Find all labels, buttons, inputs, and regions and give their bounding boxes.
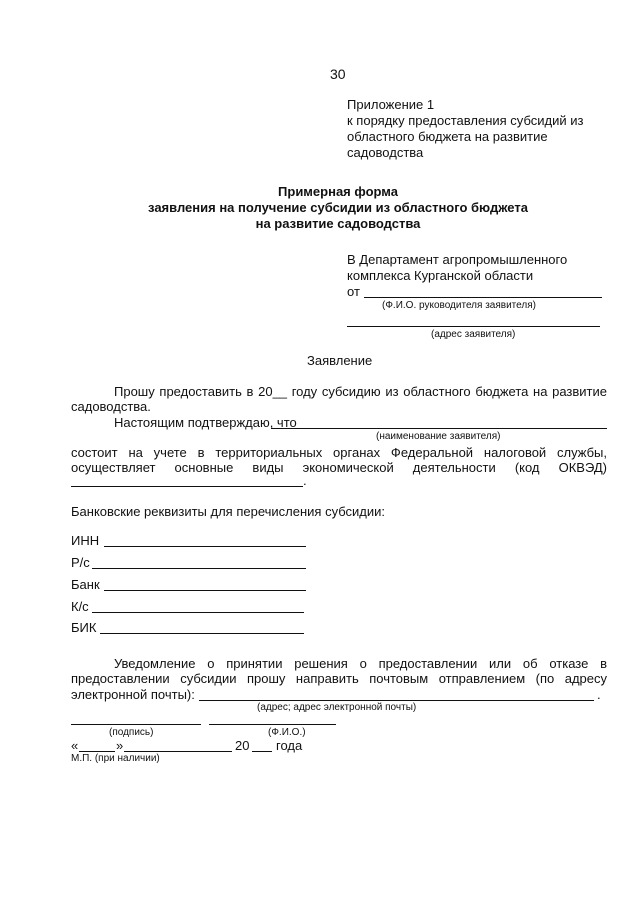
appendix-line-2: к порядку предоставления субсидий из <box>347 113 584 128</box>
bank-heading: Банковские реквизиты для перечисления субсидии: <box>71 504 385 519</box>
title-line-2: заявления на получение субсидии из областного бюджета <box>148 200 528 215</box>
stamp-note: М.П. (при наличии) <box>71 753 160 764</box>
notice-address-line <box>199 700 594 701</box>
appendix-line-1: Приложение 1 <box>347 97 435 112</box>
statement-heading: Заявление <box>307 353 373 368</box>
date-month-line <box>124 751 232 752</box>
notice-end: . <box>597 687 601 702</box>
appendix-line-3: областного бюджета на развитие <box>347 129 548 144</box>
bank-field-account-label: Р/с <box>71 555 90 570</box>
notice-line-2: предоставлении субсидии прошу направить почтовым отправлением (по адресу <box>71 671 607 686</box>
date-day-line <box>79 751 115 752</box>
appendix-line-4: садоводства <box>347 145 424 160</box>
addressee-from: от <box>347 284 360 299</box>
signature-caption: (подпись) <box>109 727 154 738</box>
signer-fio-caption: (Ф.И.О.) <box>268 727 306 738</box>
bank-field-line <box>104 590 306 591</box>
body-p2-line-2: состоит на учете в территориальных органах Федеральной налоговой службы, <box>71 445 607 460</box>
applicant-caption: (наименование заявителя) <box>376 431 501 442</box>
title-line-3: на развитие садоводства <box>255 216 421 231</box>
notice-line-3: электронной почты): <box>71 687 195 702</box>
fio-field-line <box>364 297 602 298</box>
date-year-suffix: года <box>276 738 303 753</box>
bank-field-bik-label: БИК <box>71 620 97 635</box>
account-field-line <box>92 568 306 569</box>
body-p2-lead: Настоящим подтверждаю, что <box>114 415 297 430</box>
date-close-quote: » <box>116 738 124 753</box>
date-open-quote: « <box>71 738 79 753</box>
page-number: 30 <box>330 66 346 82</box>
applicant-name-line <box>271 428 607 429</box>
bank-field-inn-label: ИНН <box>71 533 100 548</box>
inn-field-line <box>104 546 306 547</box>
address-field-line <box>347 326 600 327</box>
addressee-line-1: В Департамент агропромышленного <box>347 252 568 267</box>
signer-fio-line <box>209 724 336 725</box>
corr-field-line <box>92 612 304 613</box>
address-caption: (адрес заявителя) <box>431 329 516 340</box>
fio-caption: (Ф.И.О. руководителя заявителя) <box>382 300 536 311</box>
notice-line-1: Уведомление о принятии решения о предоставлении или об отказе в <box>114 656 607 671</box>
okved-end: . <box>303 473 307 488</box>
title-line-1: Примерная форма <box>278 184 398 199</box>
date-year-line <box>252 751 272 752</box>
bank-field-corr-label: К/с <box>71 599 89 614</box>
bank-field-bank-label: Банк <box>71 577 100 592</box>
body-p1-line-2: садоводства. <box>71 399 151 414</box>
body-p2-line-3: осуществляет основные виды экономической деятельности (код ОКВЭД) <box>71 460 607 475</box>
notice-caption: (адрес; адрес электронной почты) <box>257 702 417 713</box>
okved-field-line <box>71 486 303 487</box>
signature-line <box>71 724 201 725</box>
bik-field-line <box>100 633 304 634</box>
date-year-prefix: 20 <box>235 738 250 753</box>
addressee-line-2: комплекса Курганской области <box>347 268 534 283</box>
body-p1-line-1: Прошу предоставить в 20__ году субсидию из областного бюджета на развитие <box>114 384 607 399</box>
